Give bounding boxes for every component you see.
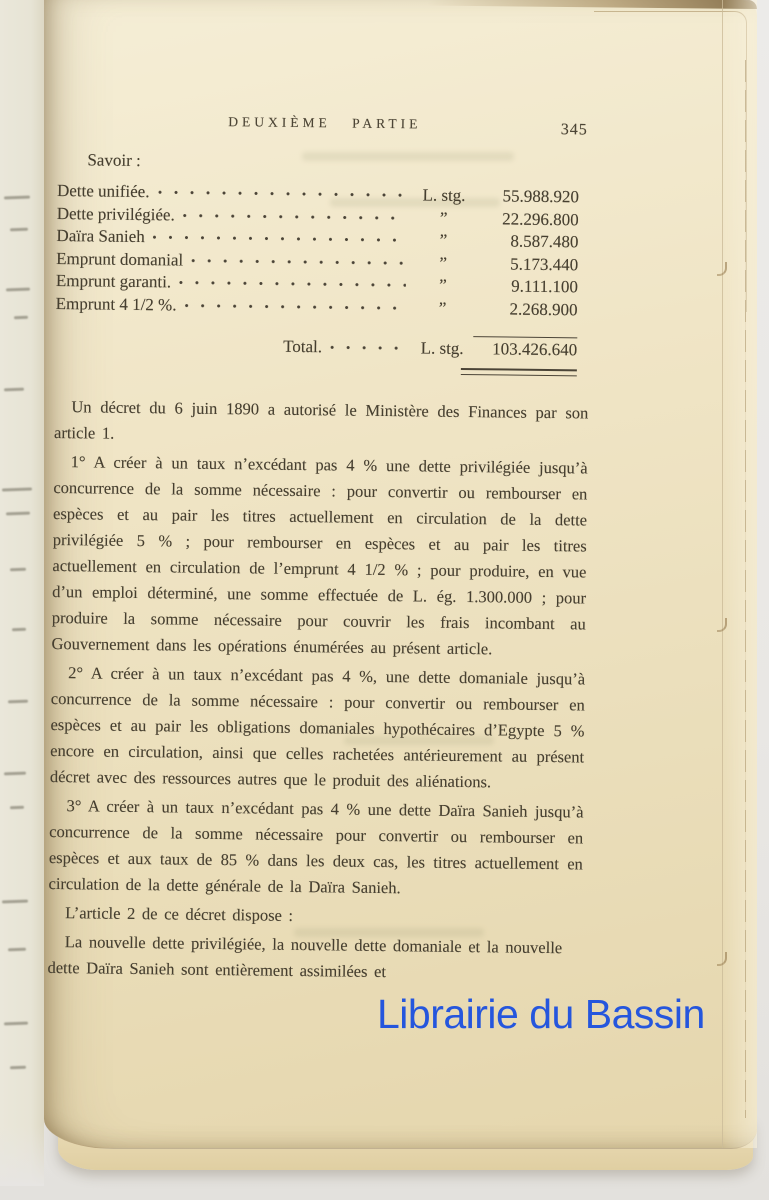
- page-top-deckle-edge: [427, 0, 757, 9]
- total-amount: 103.426.640: [473, 336, 577, 362]
- debt-label: Emprunt 4 1/2 %.: [55, 293, 177, 314]
- facing-page-text-fragment: [10, 228, 28, 232]
- debt-label: Emprunt domanial: [56, 248, 184, 270]
- debt-amount: 9.111.100: [511, 276, 579, 297]
- dot-leader: [153, 228, 407, 245]
- facing-page-text-fragment: [10, 806, 24, 809]
- facing-page-text-fragment: [6, 288, 30, 292]
- ditto-mark: ”: [438, 298, 447, 318]
- section-title: DEUXIÈME PARTIE: [228, 114, 422, 132]
- page-edge-line: [745, 60, 746, 1118]
- page-content: [47, 112, 592, 990]
- debt-label: Dette privilégiée.: [56, 203, 175, 224]
- debt-label: Dette unifiée.: [56, 180, 150, 202]
- ditto-mark: ”: [439, 208, 448, 228]
- page-right-edges: [722, 0, 757, 1148]
- facing-page-text-fragment: [8, 700, 28, 704]
- dot-leader: [191, 251, 406, 268]
- debt-label: Daïra Sanieh: [56, 225, 145, 247]
- debt-amount: 55.988.920: [502, 186, 580, 207]
- facing-page-text-fragment: [4, 1022, 28, 1026]
- paragraph: Un décret du 6 juin 1890 a autorisé le Ministère des Finances par son article 1.: [53, 396, 589, 443]
- paragraph: 2° A créer à un taux n’excédant pas 4 %, une dette domaniale jusqu’à concurrence de la somme nécessaire : pour convertir ou rembourser en espèces et au pair les obligations domaniales hypothécaires d’Egypte 5 % encore en circulation, ainsi que celles rachetées antérieurement au présent décret avec des ressources autres que le produit des aliénations.: [49, 662, 586, 791]
- facing-page-text-fragment: [4, 196, 30, 200]
- paragraph: 3° A créer à un taux n’excédant pas 4 % une dette Daïra Sanieh jusqu’à concurrence de la somme nécessaire pour convertir ou rembourser en espèces et aux taux de 85 % dans les deux cas, les titres actuellement en circulation de la dette générale de la Daïra Sanieh.: [48, 795, 584, 897]
- debt-label: Emprunt garanti.: [55, 270, 172, 292]
- currency-label: L. stg.: [422, 185, 466, 205]
- paragraph: 1° A créer à un taux n’excédant pas 4 % une dette privilégiée jusqu’à concurrence de la somme nécessaire : pour convertir ou rembourser en espèces et au pair les titres actuellement en circulation de la dette privilégiée 5 % ; pour rembourser en espèces et au pair les titres actuellement en circulation de l’emprunt 4 1/2 % ; pour produire, en vue d’un emploi déterminé, une somme effectuée de L. ég. 1.300.000 ; pour produire la somme nécessaire pour couvrir les frais incombant au Gouvernement dans les opérations énumérées au présent article.: [51, 451, 588, 658]
- ditto-mark: ”: [439, 230, 448, 250]
- facing-page-text-fragment: [6, 512, 30, 516]
- debt-table: [55, 180, 591, 376]
- debt-amount: 5.173.440: [510, 254, 579, 274]
- paragraph: L’article 2 de ce décret dispose :: [65, 902, 294, 925]
- facing-page-text-fragment: [12, 628, 26, 631]
- paragraph: La nouvelle dette privilégiée, la nouvelle dette domaniale et la nouvelle dette Daïra Sanieh sont entièrement assimilées et: [47, 931, 563, 981]
- ditto-mark: ”: [439, 275, 447, 295]
- facing-page-text-fragment: [8, 948, 26, 952]
- facing-page-text-fragment: [2, 900, 28, 904]
- total-label: Total.: [283, 336, 323, 357]
- debt-amount: 8.587.480: [510, 231, 579, 252]
- total-double-rule: [461, 367, 577, 375]
- facing-page-text-fragment: [4, 388, 24, 392]
- page-number: 345: [560, 121, 588, 139]
- table-total-row: [55, 331, 589, 362]
- bookseller-watermark: Librairie du Bassin: [377, 991, 705, 1037]
- savoir-label: Savoir :: [87, 150, 141, 171]
- facing-page-edge: [0, 0, 44, 1186]
- dot-leader: [184, 296, 405, 313]
- ditto-mark: ”: [439, 253, 448, 273]
- dot-leader: [330, 338, 405, 353]
- debt-amount: 22.296.800: [502, 208, 579, 229]
- facing-page-text-fragment: [2, 487, 32, 491]
- dot-leader: [157, 183, 407, 200]
- currency-label: L. stg.: [420, 338, 464, 358]
- facing-page-text-fragment: [10, 568, 26, 572]
- facing-page-text-fragment: [4, 772, 26, 776]
- facing-page-text-fragment: [10, 1066, 26, 1070]
- body-text: [47, 393, 588, 986]
- dot-leader: [179, 273, 406, 290]
- facing-page-text-fragment: [14, 316, 28, 319]
- debt-amount: 2.268.900: [509, 299, 578, 319]
- dot-leader: [183, 206, 407, 223]
- facing-page-fade: [0, 1126, 44, 1186]
